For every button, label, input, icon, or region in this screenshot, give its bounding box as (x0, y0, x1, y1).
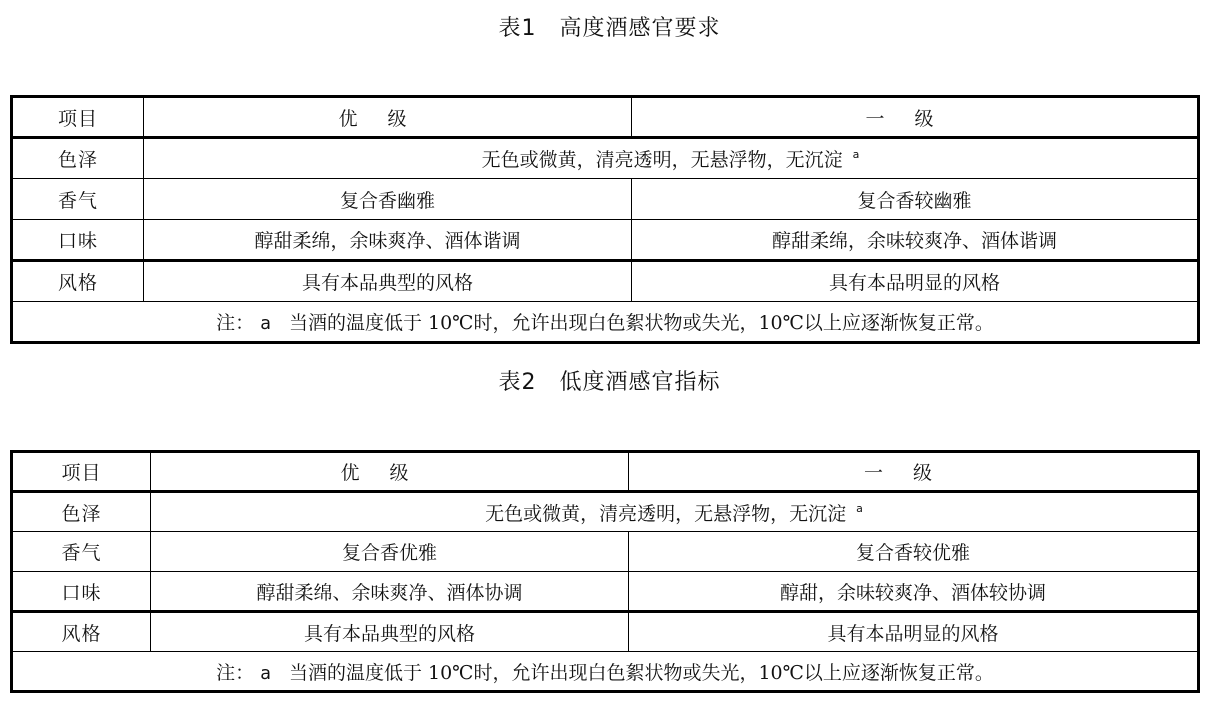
sensory-table-high-alcohol (10, 95, 1200, 344)
cell-grade-b: 具有本品明显的风格 (629, 612, 1199, 652)
header-grade-a (144, 97, 632, 138)
cell-grade-b: 具有本品明显的风格 (632, 261, 1199, 302)
header-grade-b-label: 一级 (865, 107, 964, 130)
note-label: 注： (216, 312, 255, 334)
row-label: 香气 (12, 179, 144, 220)
footnote-marker: a (856, 501, 863, 515)
header-grade-b (632, 97, 1199, 138)
row-label: 风格 (12, 261, 144, 302)
header-item: 项目 (12, 97, 144, 138)
note-mark: a (260, 313, 271, 334)
table1-title: 表1 高度酒感官要求 (498, 16, 721, 41)
row-label: 口味 (12, 572, 151, 612)
table-row (12, 492, 1199, 532)
sensory-table-low-alcohol (10, 450, 1200, 693)
header-grade-b (629, 452, 1199, 492)
cell-grade-b: 复合香较幽雅 (632, 179, 1199, 220)
cell-grade-b: 醇甜，余味较爽净、酒体较协调 (629, 572, 1199, 612)
row-label: 口味 (12, 220, 144, 261)
cell-grade-a: 醇甜柔绵、余味爽净、酒体协调 (151, 572, 629, 612)
header-grade-b-label: 一级 (863, 462, 962, 484)
merged-cell (144, 138, 1199, 179)
row-label: 色泽 (12, 492, 151, 532)
cell-grade-a: 醇甜柔绵，余味爽净、酒体谐调 (144, 220, 632, 261)
cell-grade-a: 复合香幽雅 (144, 179, 632, 220)
cell-grade-a: 具有本品典型的风格 (151, 612, 629, 652)
note-label: 注： (216, 661, 255, 684)
header-grade-a-label: 优级 (340, 462, 439, 484)
merged-cell (151, 492, 1199, 532)
note-text: 当酒的温度低于 10℃时，允许出现白色絮状物或失光，10℃以上应逐渐恢复正常。 (288, 312, 994, 334)
table-row (12, 138, 1199, 179)
table-row (12, 612, 1199, 652)
header-grade-a (151, 452, 629, 492)
table-row (12, 572, 1199, 612)
row-label: 风格 (12, 612, 151, 652)
footnote-marker: a (852, 148, 860, 161)
note-text: 当酒的温度低于 10℃时，允许出现白色絮状物或失光，10℃以上应逐渐恢复正常。 (288, 661, 994, 684)
header-grade-a-label: 优级 (338, 107, 437, 130)
table-header-row (12, 452, 1199, 492)
table-row (12, 179, 1199, 220)
table2-title: 表2 低度酒感官指标 (498, 370, 721, 395)
note-mark: a (260, 662, 271, 684)
table-note-row (12, 652, 1199, 692)
table-header-row (12, 97, 1199, 138)
cell-text: 无色或微黄，清亮透明，无悬浮物，无沉淀 (481, 149, 843, 171)
table-note (12, 302, 1199, 343)
cell-grade-b: 醇甜柔绵，余味较爽净、酒体谐调 (632, 220, 1199, 261)
cell-grade-a: 具有本品典型的风格 (144, 261, 632, 302)
cell-text: 无色或微黄，清亮透明，无悬浮物，无沉淀 (485, 502, 847, 525)
row-label: 色泽 (12, 138, 144, 179)
table-row (12, 261, 1199, 302)
cell-grade-a: 复合香优雅 (151, 532, 629, 572)
cell-grade-b: 复合香较优雅 (629, 532, 1199, 572)
row-label: 香气 (12, 532, 151, 572)
table-note (12, 652, 1199, 692)
table-row (12, 532, 1199, 572)
header-item: 项目 (12, 452, 151, 492)
table-row (12, 220, 1199, 261)
table-note-row (12, 302, 1199, 343)
